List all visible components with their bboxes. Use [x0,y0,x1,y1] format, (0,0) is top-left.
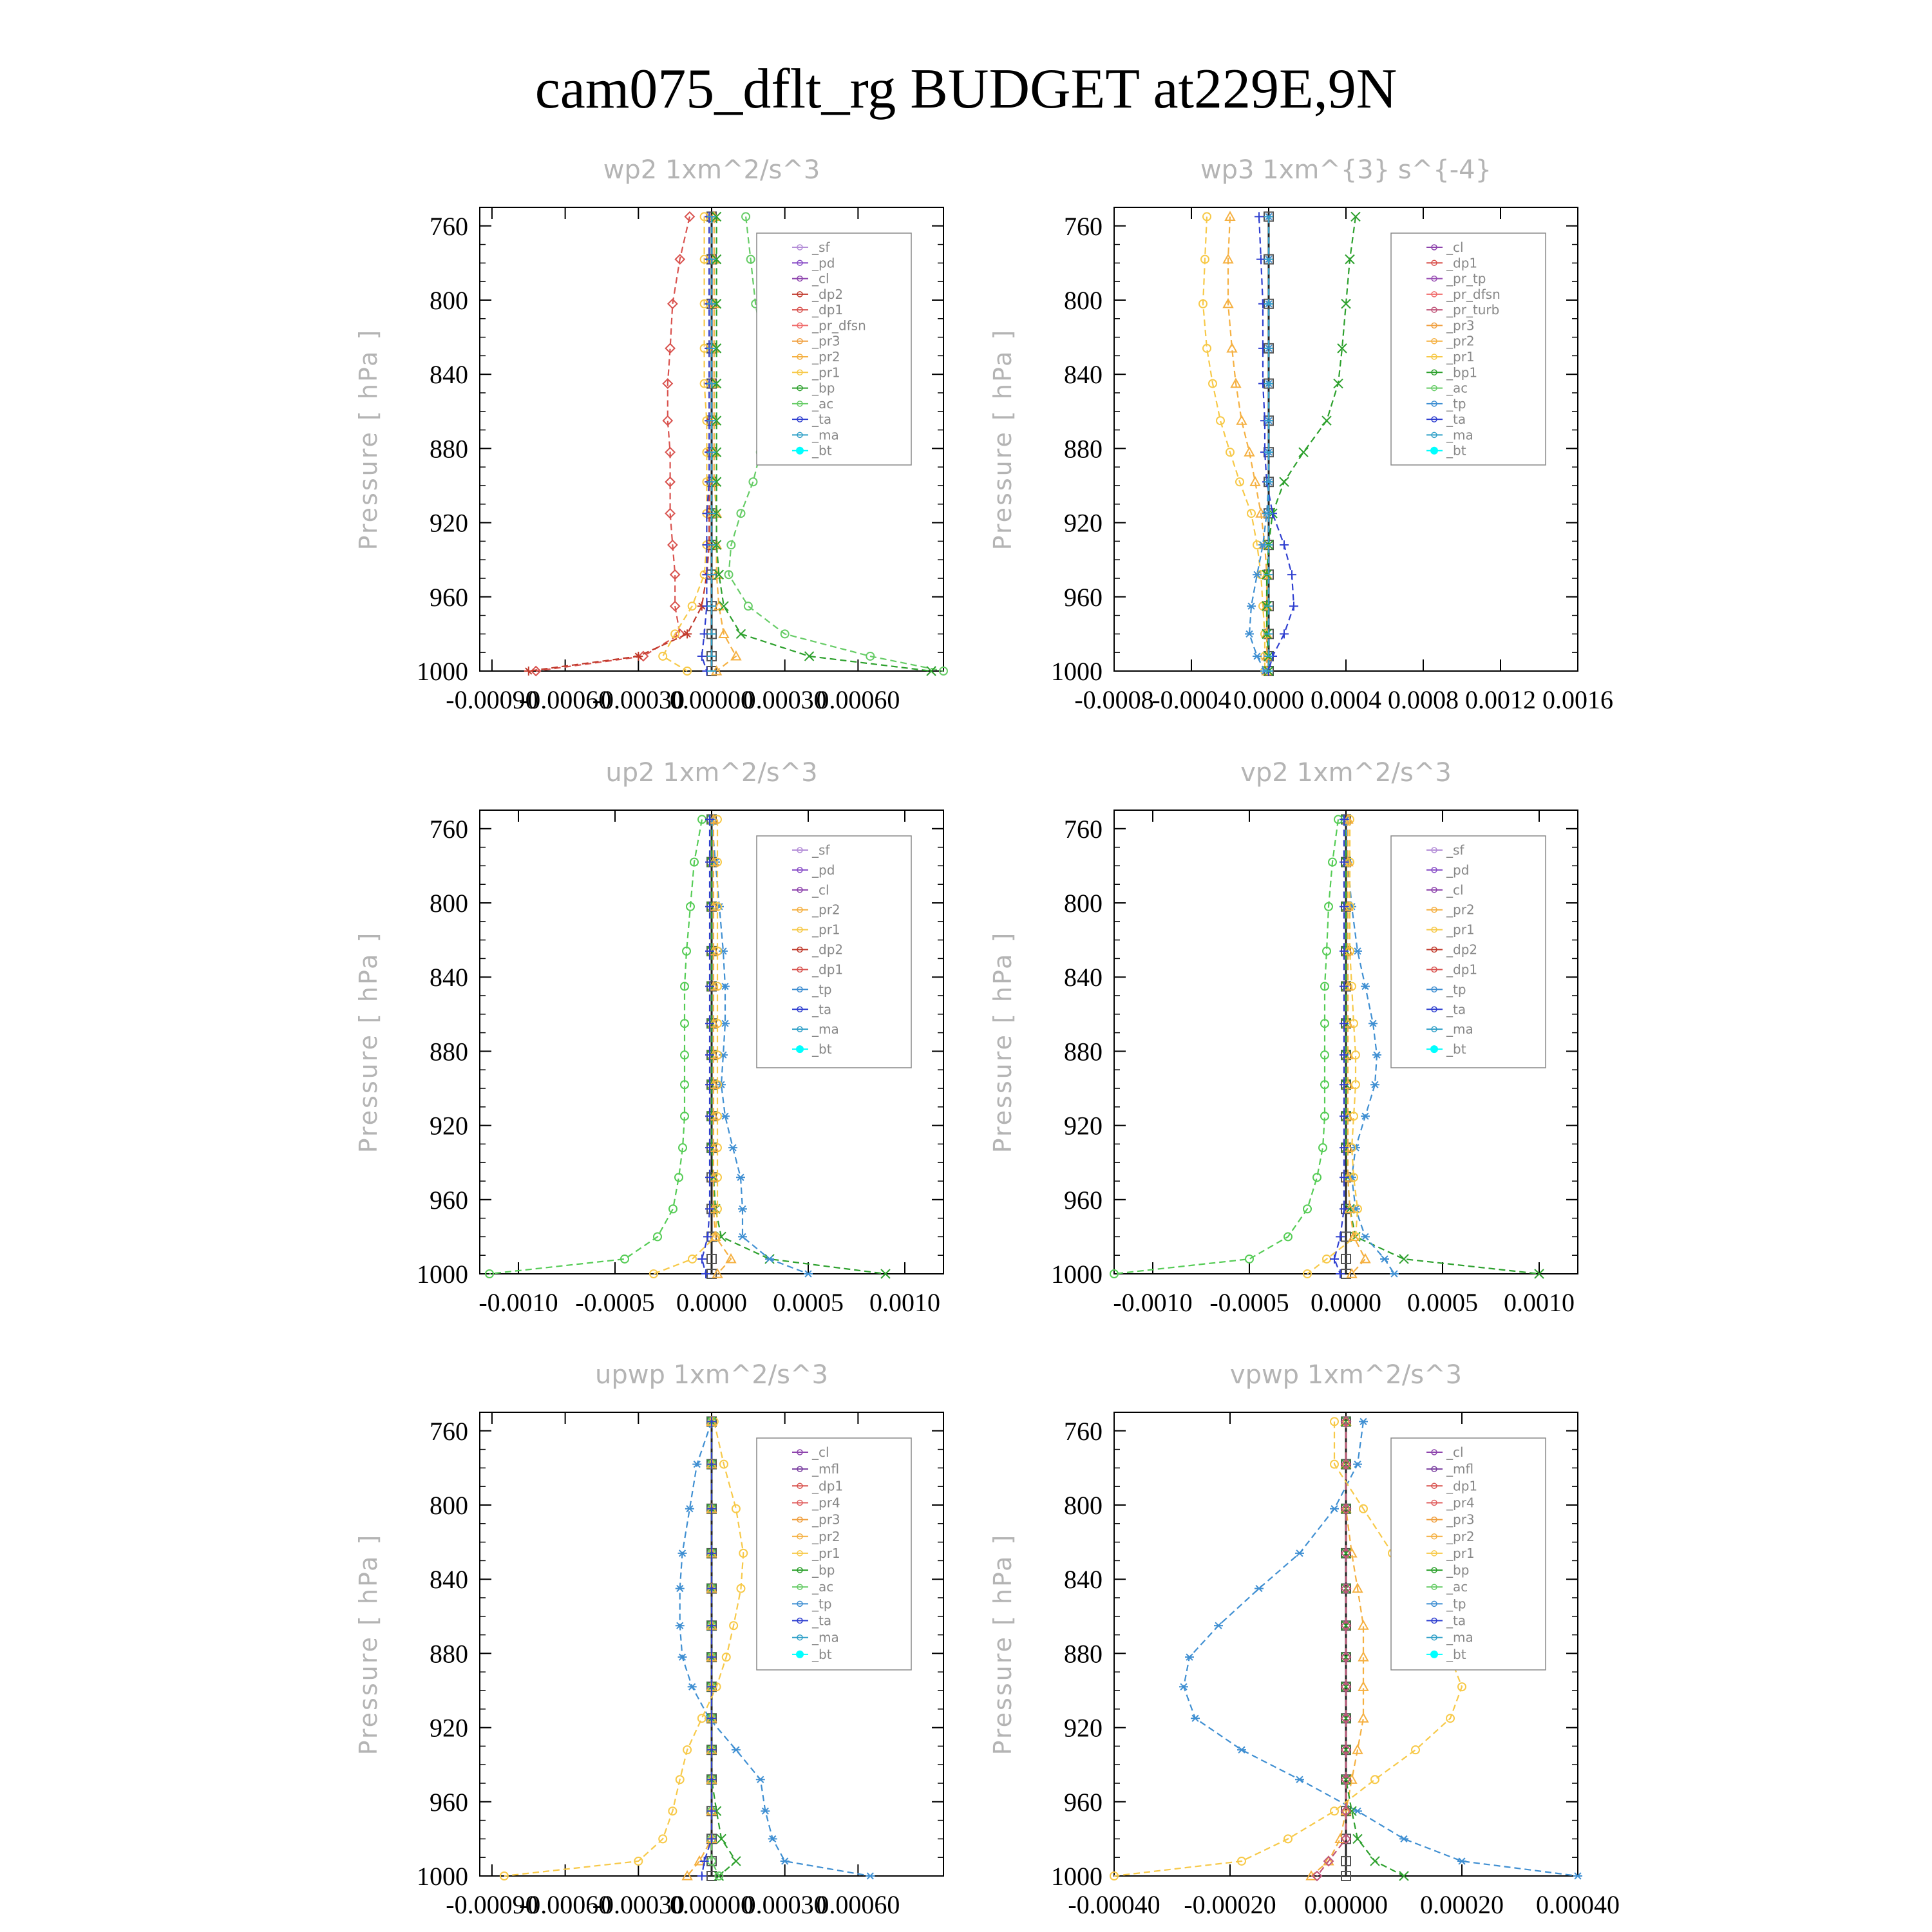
y-tick-label: 960 [1064,582,1103,612]
x-tick-label: -0.00040 [1068,1890,1160,1919]
data-point [736,629,745,638]
series-line-bp1 [1267,216,1356,671]
legend-entry: _ac [1446,380,1468,396]
data-point [697,1871,706,1880]
x-tick-label: 0.0004 [1311,685,1381,714]
panel-title: wp3 1xm^{3} s^{-4} [1200,155,1492,185]
data-point [683,629,692,638]
panel-title: vp2 1xm^2/s^3 [1240,758,1452,788]
legend [757,233,911,465]
series-line-ta [702,819,710,1274]
legend-entry: _cl [1446,882,1464,898]
x-tick-label: -0.00060 [518,685,612,714]
legend-entry: _cl [812,882,829,898]
data-point [1371,1776,1379,1783]
legend-entry: _bt [812,442,832,459]
y-tick-label: 840 [430,963,468,992]
y-tick-label: 840 [1064,1565,1103,1595]
legend-entry: _bt [1446,442,1466,459]
x-tick-label: 0.00000 [670,1890,753,1919]
x-tick-label: -0.00030 [592,1890,685,1919]
legend-marker [1430,447,1438,455]
x-tick-label: 0.00000 [1304,1890,1388,1919]
legend-marker [796,1651,804,1658]
data-point [1280,540,1289,549]
legend-entry: _cl [812,270,829,287]
legend-entry: _dp2 [812,286,844,302]
y-tick-label: 960 [430,1185,468,1215]
y-axis-label: Pressure [ hPa ] [354,1533,383,1756]
x-tick-label: 0.0012 [1465,685,1536,714]
data-point [1280,629,1289,638]
data-point [1217,417,1224,424]
legend-entry: _pr2 [812,1528,840,1544]
x-tick-label: 0.0016 [1542,685,1613,714]
panel-wp3 [989,155,1613,714]
legend [1391,1438,1546,1670]
legend-entry: _dp1 [1446,1478,1478,1494]
data-point [1457,1858,1466,1864]
data-point [659,652,667,660]
legend-marker [796,1045,804,1053]
legend-entry: _dp1 [1446,255,1478,271]
y-tick-label: 760 [1064,211,1103,241]
legend [1391,233,1546,465]
y-tick-label: 840 [430,360,468,390]
legend-entry: _ma [812,1629,839,1645]
y-tick-label: 880 [430,434,468,464]
legend-entry: _tp [812,981,832,998]
legend-entry: _ac [1446,1579,1468,1595]
legend-entry: _pr2 [1446,1528,1475,1544]
data-point [697,652,706,661]
x-tick-label: 0.00060 [816,1890,900,1919]
panel-wp2 [354,155,947,714]
y-tick-label: 920 [430,1713,468,1743]
y-tick-label: 880 [1064,434,1103,464]
data-point [1299,448,1308,457]
data-point [1214,1622,1223,1629]
data-point [688,1255,696,1263]
y-tick-label: 760 [430,211,468,241]
legend-entry: _pr3 [812,1511,840,1528]
legend-entry: _pr_dfsn [1446,286,1501,302]
data-point [669,1205,677,1213]
x-tick-label: 0.00060 [816,685,900,714]
legend-entry: _dp1 [1446,961,1478,978]
y-axis-label: Pressure [ hPa ] [989,931,1017,1153]
x-tick-label: 0.00040 [1536,1890,1620,1919]
y-tick-label: 1000 [1051,1260,1103,1289]
data-point [1412,1746,1419,1754]
y-tick-label: 1000 [417,1862,468,1891]
data-point [1253,653,1262,659]
x-tick-label: -0.0010 [1113,1288,1193,1317]
legend [757,836,911,1068]
legend-entry: _pr3 [1446,1511,1475,1528]
legend-entry: _pr4 [812,1495,840,1511]
legend-entry: _bp [812,380,835,396]
y-tick-label: 760 [430,1416,468,1446]
legend-entry: _pr2 [812,349,840,365]
legend-entry: _bp [1446,1562,1470,1578]
legend-entry: _pr1 [1446,1545,1475,1561]
legend-entry: _pr_turb [1446,302,1500,318]
legend-entry: _ta [1446,412,1466,428]
y-tick-label: 960 [430,1787,468,1817]
legend-entry: _ma [1446,1021,1473,1037]
data-point [1295,1550,1304,1557]
y-tick-label: 760 [1064,1416,1103,1446]
data-point [1289,601,1298,611]
data-point [744,602,752,610]
data-point [1179,1683,1188,1690]
y-tick-label: 760 [1064,814,1103,844]
y-tick-label: 920 [1064,508,1103,538]
x-tick-label: -0.00060 [518,1890,612,1919]
y-tick-label: 1000 [1051,657,1103,686]
panel-vp2 [989,758,1578,1317]
x-tick-label: -0.0004 [1151,685,1231,714]
legend-entry: _pr2 [812,902,840,918]
y-tick-label: 800 [1064,1491,1103,1520]
data-point [732,1505,740,1513]
y-tick-label: 880 [1064,1639,1103,1669]
data-point [1334,379,1343,388]
panel-title: up2 1xm^2/s^3 [605,758,818,788]
series-line-pr2 [714,216,736,671]
data-point [1370,1857,1379,1866]
legend-entry: _ma [812,427,839,443]
data-point [1245,1255,1253,1263]
series-line-dp2 [529,216,709,671]
data-point [732,1857,741,1866]
x-tick-label: -0.0005 [575,1288,655,1317]
legend-entry: _sf [812,842,830,858]
y-tick-label: 800 [430,1491,468,1520]
x-tick-label: 0.0000 [676,1288,747,1317]
data-point [1390,1271,1399,1277]
data-point [1353,1461,1362,1468]
data-point [697,1255,706,1264]
legend-entry: _sf [1446,842,1464,858]
y-tick-label: 800 [430,889,468,918]
legend-entry: _bp [812,1562,835,1578]
y-tick-label: 920 [430,1111,468,1141]
legend-entry: _ma [1446,1629,1473,1645]
legend-entry: _cl [1446,1444,1464,1460]
legend-entry: _sf [812,240,830,255]
y-tick-label: 880 [430,1037,468,1066]
y-tick-label: 760 [430,814,468,844]
legend-marker [1430,1651,1438,1658]
legend-entry: _pr1 [812,365,840,381]
x-tick-label: 0.0005 [773,1288,844,1317]
legend-entry: _bt [812,1646,832,1662]
legend-entry: _tp [1446,981,1466,998]
legend-entry: _pr1 [812,922,840,938]
data-point [756,1776,765,1783]
data-point [1191,1715,1200,1721]
legend-entry: _tp [1446,1596,1466,1612]
legend-marker [796,447,804,455]
legend-entry: _pr_tp [1446,270,1486,287]
legend-entry: _dp1 [812,302,844,318]
figure-title: cam075_dflt_rg BUDGET at229E,9N [535,58,1397,120]
panel-vpwp [989,1360,1620,1919]
data-point [1336,1232,1345,1241]
legend-entry: _dp1 [812,1478,844,1494]
data-point [1361,1234,1370,1240]
legend-entry: _tp [812,1596,832,1612]
data-point [1336,1269,1345,1278]
legend-entry: _ta [812,1613,832,1629]
legend-entry: _pd [1446,862,1470,878]
legend-entry: _bt [1446,1646,1466,1662]
legend-entry: _mfl [812,1461,840,1477]
legend-entry: _pr2 [1446,902,1475,918]
data-point [1322,416,1331,425]
data-point [1361,1255,1370,1263]
legend-entry: _ta [812,1001,832,1018]
x-tick-label: 0.0000 [1233,685,1304,714]
x-tick-label: 0.00030 [743,685,827,714]
x-tick-label: -0.0010 [478,1288,558,1317]
panel-title: vpwp 1xm^2/s^3 [1229,1360,1463,1390]
legend-entry: _ta [1446,1001,1466,1018]
y-tick-label: 1000 [417,657,468,686]
data-point [781,1858,790,1864]
legend-entry: _dp2 [1446,942,1478,958]
data-point [1287,570,1296,579]
y-tick-label: 920 [1064,1713,1103,1743]
x-tick-label: -0.0008 [1074,685,1154,714]
legend-entry: _ta [812,412,832,428]
legend-entry: _pr1 [1446,349,1475,365]
x-tick-label: -0.00030 [592,685,685,714]
legend-entry: _ta [1446,1613,1466,1629]
legend-entry: _pr_dfsn [812,317,866,334]
data-point [1380,1256,1389,1262]
x-tick-label: 0.00030 [743,1890,827,1919]
legend-entry: _bp1 [1446,365,1478,381]
y-axis-label: Pressure [ hPa ] [989,1533,1017,1756]
series-line-pr2 [687,1421,712,1876]
y-axis-label: Pressure [ hPa ] [989,328,1017,551]
y-tick-label: 800 [1064,286,1103,315]
y-tick-label: 920 [430,508,468,538]
series-line-pr1 [654,819,717,1274]
data-point [701,1269,710,1278]
x-tick-label: -0.00090 [446,685,538,714]
panel-title: wp2 1xm^2/s^3 [603,155,820,185]
x-tick-label: 0.0008 [1388,685,1459,714]
series-line-pr1 [1203,216,1265,671]
legend-entry: _dp2 [812,942,844,958]
y-tick-label: 880 [430,1639,468,1669]
y-axis-label: Pressure [ hPa ] [354,931,383,1153]
x-tick-label: 0.0005 [1407,1288,1478,1317]
data-point [866,1873,875,1879]
y-tick-label: 1000 [417,1260,468,1289]
y-tick-label: 800 [430,286,468,315]
x-tick-label: 0.00000 [670,685,753,714]
legend-entry: _ma [812,1021,839,1037]
legend-entry: _bt [1446,1041,1466,1057]
legend [1391,836,1546,1068]
legend-entry: _pr1 [1446,922,1475,938]
legend-marker [1430,1045,1438,1053]
legend-entry: _pr3 [812,333,840,349]
y-tick-label: 1000 [1051,1862,1103,1891]
legend-entry: _bt [812,1041,832,1057]
y-tick-label: 840 [1064,360,1103,390]
x-tick-label: 0.0010 [1504,1288,1575,1317]
series-line-ta [1334,819,1344,1274]
y-tick-label: 880 [1064,1037,1103,1066]
legend-entry: _cl [1446,240,1464,255]
legend-entry: _ma [1446,427,1473,443]
data-point [698,1714,706,1722]
panel-title: upwp 1xm^2/s^3 [595,1360,828,1390]
data-point [1330,1506,1339,1512]
y-axis-label: Pressure [ hPa ] [354,328,383,551]
legend-entry: _ac [812,1579,834,1595]
data-point [732,1747,741,1753]
legend-entry: _pd [812,862,835,878]
panel-upwp [354,1360,943,1919]
legend-entry: _pr4 [1446,1495,1475,1511]
legend-entry: _pr2 [1446,333,1475,349]
x-tick-label: 0.0010 [869,1288,940,1317]
data-point [1331,1807,1338,1815]
series-line-bp [712,1421,736,1876]
panel-up2 [354,758,943,1317]
y-tick-label: 960 [430,582,468,612]
legend-entry: _pr1 [812,1545,840,1561]
y-tick-label: 840 [430,1565,468,1595]
y-tick-label: 840 [1064,963,1103,992]
x-tick-label: 0.0000 [1311,1288,1381,1317]
legend [757,1438,911,1670]
x-tick-label: -0.00020 [1184,1890,1276,1919]
y-tick-label: 800 [1064,889,1103,918]
legend-entry: _ac [812,395,834,412]
y-tick-label: 920 [1064,1111,1103,1141]
data-point [732,652,741,660]
data-point [1255,212,1264,221]
data-point [524,667,533,676]
y-tick-label: 960 [1064,1787,1103,1817]
x-tick-label: -0.0005 [1209,1288,1289,1317]
data-point [1280,477,1289,486]
legend-entry: _pd [812,255,835,271]
series-line-dp1 [536,216,690,671]
x-tick-label: -0.00090 [446,1890,538,1919]
x-tick-label: 0.00020 [1420,1890,1504,1919]
y-tick-label: 960 [1064,1185,1103,1215]
legend-entry: _dp1 [812,961,844,978]
legend-entry: _cl [812,1444,829,1460]
legend-entry: _pr3 [1446,317,1475,334]
legend-entry: _mfl [1446,1461,1474,1477]
legend-entry: _tp [1446,395,1466,412]
